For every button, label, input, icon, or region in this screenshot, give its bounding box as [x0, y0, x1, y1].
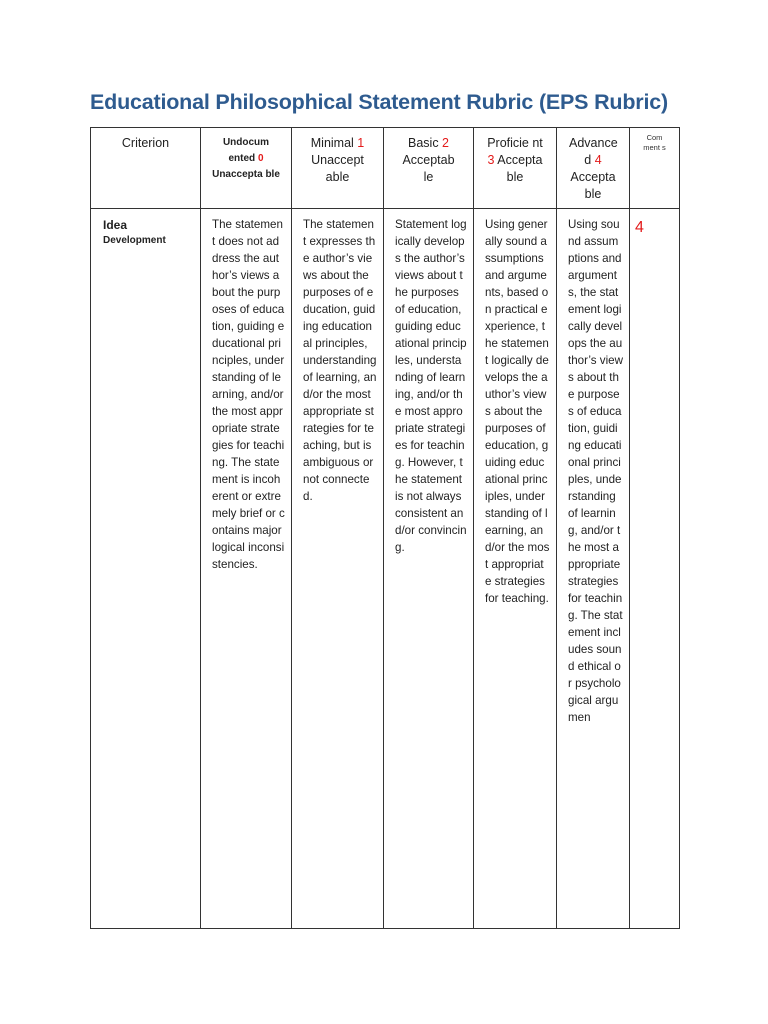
- header-proficient-num: 3: [487, 153, 495, 167]
- advanced-description: Using sound assumptions and arguments, the statement logically develops the author’s views about the purposes of education, guiding educational principles, understanding of learning, and/or the most appropriate strategies for teaching. The statement includes sound ethical or psychological argumen: [568, 218, 623, 724]
- comments-cell: [630, 209, 680, 929]
- header-minimal-pre: Minimal: [310, 136, 358, 150]
- header-basic: [384, 128, 474, 209]
- score-value: 4: [635, 219, 644, 236]
- criterion-name: Idea: [103, 218, 128, 232]
- criterion-cell: [91, 209, 201, 929]
- header-basic-num: 2: [442, 136, 449, 150]
- table-row: [91, 209, 680, 929]
- criterion-subname: Development: [103, 235, 166, 246]
- header-basic-post: Acceptab le: [402, 153, 455, 184]
- header-advanced-num: 4: [594, 153, 602, 167]
- proficient-cell: [474, 209, 557, 929]
- header-comments-label: Com ment s: [643, 133, 666, 152]
- header-proficient: [474, 128, 557, 209]
- header-minimal-num: 1: [357, 136, 365, 150]
- undocumented-description: The statement does not address the author’s views about the purposes of education, guiding educational principles, understanding of learning, and/or the most appropriate strategies for teaching. The statement is incoherent or extremely brief or contains major logical inconsistencies.: [212, 218, 285, 571]
- header-undocumented-num: 0: [257, 153, 264, 164]
- header-undocumented-post: Unaccepta ble: [212, 169, 280, 180]
- proficient-description: Using generally sound assumptions and arguments, based on practical experience, the statement logically develops the author’s views about the purposes of education, guiding educational principles, understanding of learning, and/or the most appropriate strategies for teaching.: [485, 218, 550, 605]
- header-advanced: [557, 128, 630, 209]
- header-comments: [630, 128, 680, 209]
- header-row: [91, 128, 680, 209]
- header-undocumented-pre: Undocum ented: [222, 137, 270, 164]
- rubric-table: [90, 127, 680, 929]
- document-title: Educational Philosophical Statement Rubric (EPS Rubric): [90, 90, 668, 114]
- header-proficient-pre: Proficie nt: [487, 136, 543, 150]
- header-proficient-post: Accepta ble: [494, 153, 543, 184]
- undocumented-cell: [201, 209, 292, 929]
- header-criterion-label: Criterion: [121, 136, 170, 150]
- header-criterion: [91, 128, 201, 209]
- header-advanced-pre: Advance d: [569, 136, 618, 167]
- header-undocumented: [201, 128, 292, 209]
- minimal-description: The statement expresses the author’s views about the purposes of education, guiding educational principles, understanding of learning, and/or the most appropriate strategies for teaching, but is ambiguous or not connected.: [303, 218, 377, 503]
- header-minimal-post: Unaccept able: [311, 153, 364, 184]
- header-basic-pre: Basic: [408, 136, 443, 150]
- header-advanced-post: Accepta ble: [570, 170, 616, 201]
- header-minimal: [292, 128, 384, 209]
- minimal-cell: [292, 209, 384, 929]
- advanced-cell: [557, 209, 630, 929]
- basic-description: Statement logically develops the author’s views about the purposes of education, guiding educational principles, understanding of learning, and/or the most appropriate strategies for teaching. However, the statement is not always consistent and/or convincing.: [395, 218, 467, 554]
- basic-cell: [384, 209, 474, 929]
